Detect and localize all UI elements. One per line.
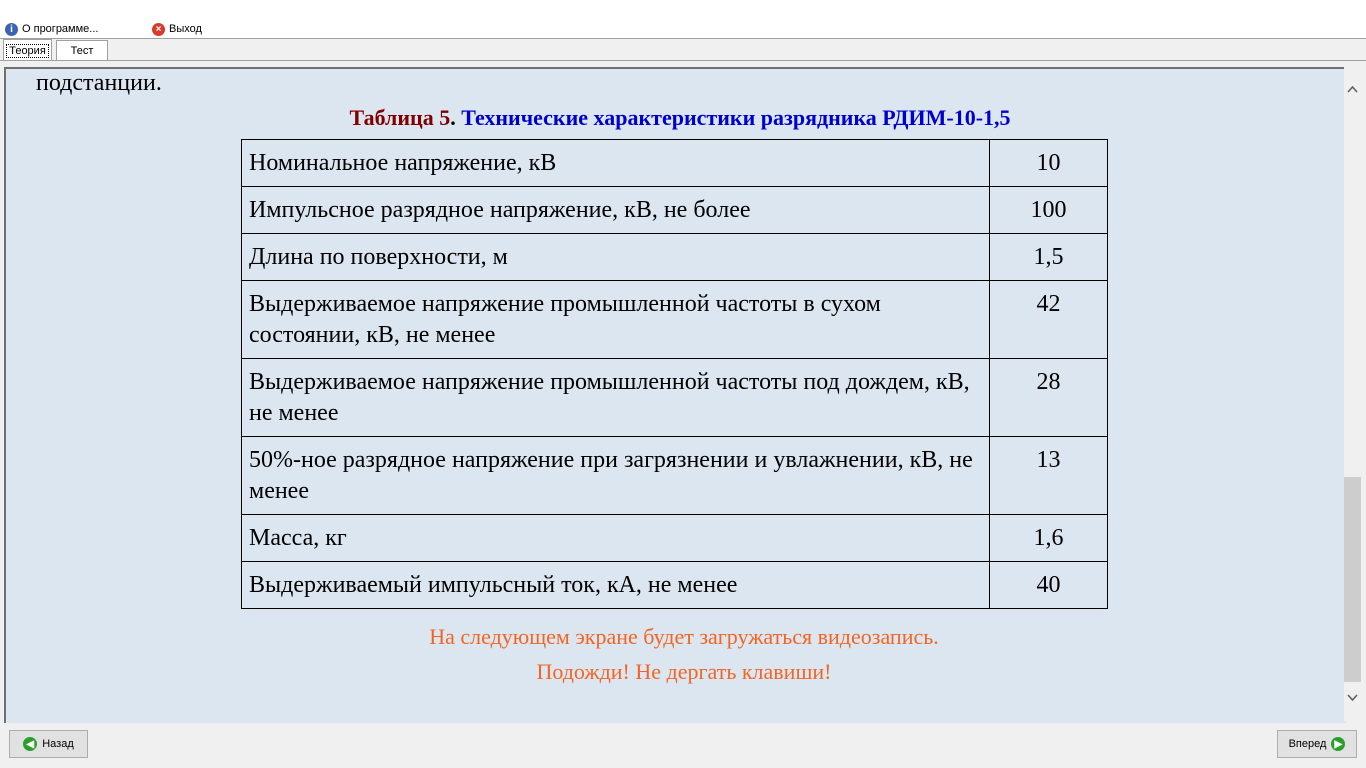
forward-button[interactable] [1277,730,1357,758]
table-row [242,281,1108,359]
tab-divider [0,60,1366,61]
about-menu-label: О программе... [22,23,99,35]
forward-button-label: Вперед [1288,738,1327,750]
lead-text: подстанции. [36,70,162,96]
video-notice: На следующем экране будет загружаться видеозапись. [429,624,939,649]
menu-bar [0,0,1366,39]
caption-number: Таблица 5 [349,105,451,130]
param-value: 1,6 [990,515,1108,562]
param-value: 42 [990,281,1108,359]
param-name: 50%-ное разрядное напряжение при загрязнении и увлажнении, кВ, не менее [242,437,990,515]
exit-menu-item[interactable] [152,20,202,38]
spec-table [241,139,1108,609]
param-value: 28 [990,359,1108,437]
tab-theory-label: Теория [6,44,49,58]
info-icon: i [5,23,18,36]
scroll-up-button[interactable] [1344,81,1361,98]
caption-title: Технические характеристики разрядника РДИМ-10-1,5 [461,105,1011,130]
param-name: Выдерживаемое напряжение промышленной частоты под дождем, кВ, не менее [242,359,990,437]
tab-theory[interactable] [3,39,52,61]
back-button-label: Назад [42,738,74,750]
table-row [242,140,1108,187]
param-value: 13 [990,437,1108,515]
table-caption [6,103,1346,133]
param-name: Выдерживаемый импульсный ток, кА, не менее [242,562,990,609]
param-value: 100 [990,187,1108,234]
table-row [242,187,1108,234]
tab-test[interactable] [56,40,108,60]
table-row [242,359,1108,437]
table-row [242,437,1108,515]
chevron-up-icon [1347,86,1358,93]
content-panel [4,67,1346,723]
param-name: Выдерживаемое напряжение промышленной частоты в сухом состоянии, кВ, не менее [242,281,990,359]
exit-menu-label: Выход [169,23,202,35]
close-circle-icon: × [152,23,165,36]
arrow-right-circle-icon: ▶ [1331,737,1345,751]
table-row [242,234,1108,281]
chevron-down-icon [1347,694,1358,701]
tab-test-label: Тест [70,44,94,57]
scroll-down-button[interactable] [1344,689,1361,706]
caption-separator: . [450,105,456,130]
param-name: Импульсное разрядное напряжение, кВ, не более [242,187,990,234]
param-name: Длина по поверхности, м [242,234,990,281]
back-button[interactable] [9,730,88,758]
wait-notice: Подожди! Не дергать клавиши! [536,659,832,684]
param-value: 40 [990,562,1108,609]
about-menu-item[interactable] [5,20,98,38]
table-row [242,562,1108,609]
arrow-left-circle-icon: ◀ [23,737,37,751]
vertical-scrollbar[interactable] [1344,67,1361,721]
scroll-thumb[interactable] [1344,477,1361,682]
table-row [242,515,1108,562]
param-value: 10 [990,140,1108,187]
param-name: Номинальное напряжение, кВ [242,140,990,187]
param-name: Масса, кг [242,515,990,562]
param-value: 1,5 [990,234,1108,281]
